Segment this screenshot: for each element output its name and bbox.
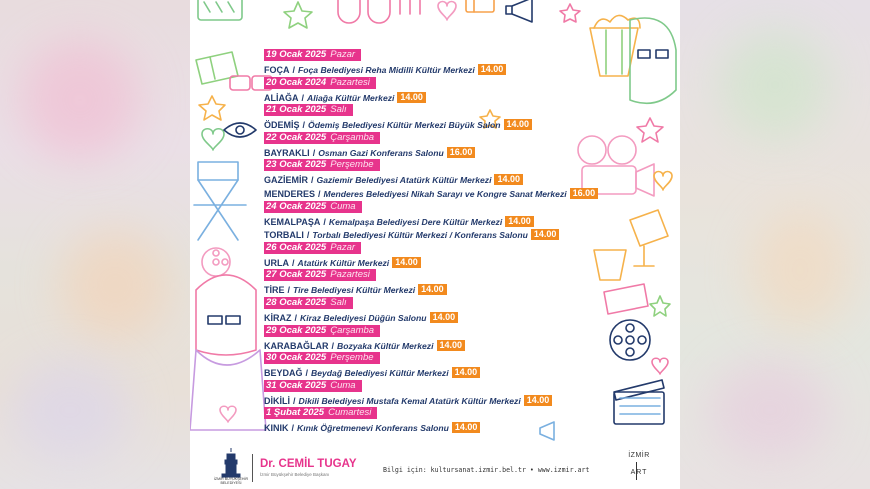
- date-text: 28 Ocak 2025: [266, 296, 327, 308]
- date-bar: [264, 325, 380, 337]
- day-text: Perşembe: [330, 352, 374, 364]
- separator: /: [323, 216, 326, 227]
- schedule-entry: [264, 347, 644, 379]
- venue-name: Foça Belediyesi Reha Midilli Kültür Merkezi: [298, 65, 475, 75]
- date-bar: [264, 269, 376, 281]
- venue-row: [264, 172, 644, 186]
- day-text: Pazar: [330, 49, 356, 60]
- event-schedule: [264, 44, 644, 434]
- date-bar: [264, 242, 361, 254]
- schedule-entry: [264, 402, 644, 434]
- separator: /: [292, 65, 296, 75]
- day-text: Cumartesi: [328, 407, 372, 419]
- district-name: DİKİLİ: [264, 395, 290, 406]
- film-reel-icon: [202, 248, 230, 276]
- district-name: KİRAZ: [264, 312, 292, 323]
- schedule-entry: [264, 292, 644, 323]
- day-text: Çarşamba: [330, 131, 375, 143]
- day-text: Cuma: [330, 379, 356, 391]
- ticket-icon: [196, 52, 238, 84]
- separator: /: [294, 312, 298, 323]
- venue-name: Dikili Belediyesi Mustafa Kemal Atatürk Kültür Merkezi: [298, 395, 521, 406]
- district-name: ALİAĞA: [264, 92, 299, 103]
- venue-name: Aliağa Kültür Merkezi: [307, 92, 395, 103]
- day-text: Pazartesi: [330, 76, 370, 88]
- separator: /: [293, 395, 296, 406]
- day-text: Perşembe: [330, 159, 374, 171]
- date-text: 1 Şubat 2025: [266, 407, 325, 419]
- star-icon: [199, 96, 225, 120]
- time-badge: 14.00: [505, 216, 534, 227]
- heart-icon: [652, 358, 668, 374]
- venue-name: Torbalı Belediyesi Kültür Merkezi / Konferans Salonu: [312, 230, 528, 241]
- eye-icon: [224, 123, 256, 137]
- schedule-entry: [264, 264, 644, 296]
- venue-name: Kemalpaşa Belediyesi Dere Kültür Merkezi: [328, 216, 503, 227]
- schedule-entry: [264, 44, 644, 75]
- date-text: 22 Ocak 2025: [266, 131, 327, 143]
- date-text: 20 Ocak 2024: [266, 76, 327, 88]
- district-name: ÖDEMİŞ: [264, 120, 300, 131]
- district-name: KEMALPAŞA: [264, 216, 321, 227]
- mayor-name: Dr. CEMİL TUGAY: [260, 458, 357, 470]
- day-text: Pazar: [330, 241, 356, 253]
- mayor-title: İzmir Büyükşehir Belediye Başkanı: [260, 472, 330, 477]
- divider: [252, 454, 253, 482]
- date-bar: [264, 77, 376, 89]
- heart-icon: [202, 129, 224, 150]
- star-icon: [284, 2, 312, 28]
- separator: /: [312, 147, 316, 158]
- date-bar: [264, 407, 377, 419]
- date-bar: [264, 352, 380, 364]
- schedule-entry: [264, 154, 644, 199]
- date-text: 31 Ocak 2025: [266, 379, 327, 391]
- date-bar: [264, 297, 353, 309]
- date-bar: [264, 159, 380, 171]
- blurred-background-right: [680, 0, 870, 489]
- date-text: 26 Ocak 2025: [266, 241, 327, 253]
- separator: /: [291, 423, 295, 434]
- date-bar: [264, 380, 362, 392]
- date-bar: [264, 49, 361, 61]
- district-name: GAZİEMİR: [264, 175, 308, 186]
- separator: /: [318, 188, 321, 199]
- time-badge: 14.00: [478, 64, 507, 75]
- venue-name: Menderes Belediyesi Nikah Sarayı ve Kongre Sanat Merkezi: [323, 188, 567, 199]
- megaphone-icon: [506, 0, 532, 22]
- district-name: FOÇA: [264, 65, 290, 75]
- event-poster: [190, 0, 680, 489]
- time-badge: 14.00: [452, 367, 481, 378]
- venue-name: Gaziemir Belediyesi Atatürk Kültür Merkezi: [316, 175, 492, 186]
- separator: /: [301, 92, 305, 103]
- venue-row: [264, 420, 644, 434]
- time-badge: 14.00: [531, 229, 560, 240]
- date-text: 24 Ocak 2025: [266, 200, 327, 212]
- time-badge: 16.00: [447, 147, 476, 158]
- time-badge: 14.00: [504, 119, 533, 130]
- day-text: Salı: [330, 104, 347, 116]
- date-text: 23 Ocak 2025: [266, 159, 327, 171]
- heart-icon: [220, 406, 236, 422]
- separator: /: [331, 340, 335, 351]
- venue-name: Bozyaka Kültür Merkezi: [337, 340, 434, 351]
- time-badge: 14.00: [452, 422, 481, 433]
- theater-masks-icon: [338, 0, 420, 23]
- time-badge: 14.00: [418, 284, 447, 295]
- director-chair-icon: [194, 162, 246, 240]
- day-text: Cuma: [330, 200, 356, 212]
- footer: [190, 444, 680, 489]
- venue-name: Kınık Öğretmenevi Konferans Salonu: [297, 423, 449, 434]
- district-name: BAYRAKLI: [264, 147, 310, 158]
- date-text: 27 Ocak 2025: [266, 269, 327, 281]
- date-text: 21 Ocak 2025: [266, 104, 327, 116]
- time-badge: 14.00: [392, 257, 421, 268]
- ticket-icon: [466, 0, 494, 12]
- heart-icon: [654, 172, 672, 191]
- film-strip-icon: [198, 0, 242, 20]
- date-bar: [264, 201, 362, 213]
- day-text: Çarşamba: [330, 324, 375, 336]
- venue-name: Kiraz Belediyesi Düğün Salonu: [300, 312, 427, 323]
- date-text: 29 Ocak 2025: [266, 324, 327, 336]
- time-badge: 16.00: [570, 188, 599, 199]
- time-badge: 14.00: [437, 340, 466, 351]
- venue-row: [264, 214, 644, 228]
- info-text: Bilgi için: kultursanat.izmir.bel.tr • www.izmir.art: [383, 466, 590, 474]
- district-name: MENDERES: [264, 188, 316, 199]
- venue-name: Atatürk Kültür Merkezi: [297, 257, 390, 268]
- date-text: 30 Ocak 2025: [266, 352, 327, 364]
- time-badge: 14.00: [430, 312, 459, 323]
- brand-top: İZMİR: [628, 452, 650, 459]
- time-badge: 14.00: [524, 395, 553, 406]
- venue-name: Tire Belediyesi Kültür Merkezi: [293, 285, 416, 296]
- venue-name: Osman Gazi Konferans Salonu: [318, 147, 444, 158]
- brand-bottom: ART: [630, 469, 648, 476]
- heart-icon: [438, 2, 456, 21]
- separator: /: [305, 368, 309, 379]
- separator: /: [287, 285, 291, 296]
- star-icon: [650, 296, 670, 316]
- venue-name: Beydağ Belediyesi Kültür Merkezi: [311, 368, 449, 379]
- district-name: TİRE: [264, 285, 285, 296]
- logo-text: İZMİR BÜYÜKŞEHİR BELEDİYESİ: [213, 477, 249, 485]
- district-name: TORBALI: [264, 230, 304, 241]
- time-badge: 14.00: [494, 174, 523, 185]
- schedule-entry: [264, 99, 644, 131]
- venue-name: Ödemiş Belediyesi Kültür Merkezi Büyük Salon: [308, 120, 501, 131]
- separator: /: [292, 257, 295, 268]
- district-name: URLA: [264, 257, 289, 268]
- date-bar: [264, 104, 353, 116]
- district-name: KINIK: [264, 423, 289, 434]
- blurred-background-left: [0, 0, 190, 489]
- district-name: KARABAĞLAR: [264, 340, 329, 351]
- star-icon: [560, 4, 580, 22]
- day-text: Salı: [330, 296, 347, 308]
- separator: /: [302, 120, 306, 131]
- day-text: Pazartesi: [330, 269, 370, 281]
- date-bar: [264, 132, 380, 144]
- separator: /: [306, 230, 310, 241]
- separator: /: [311, 175, 314, 186]
- viewer-girl-icon: [190, 275, 266, 430]
- date-text: 19 Ocak 2025: [266, 49, 327, 60]
- district-name: BEYDAĞ: [264, 368, 303, 379]
- schedule-entry: [264, 196, 644, 241]
- time-badge: 14.00: [397, 92, 426, 103]
